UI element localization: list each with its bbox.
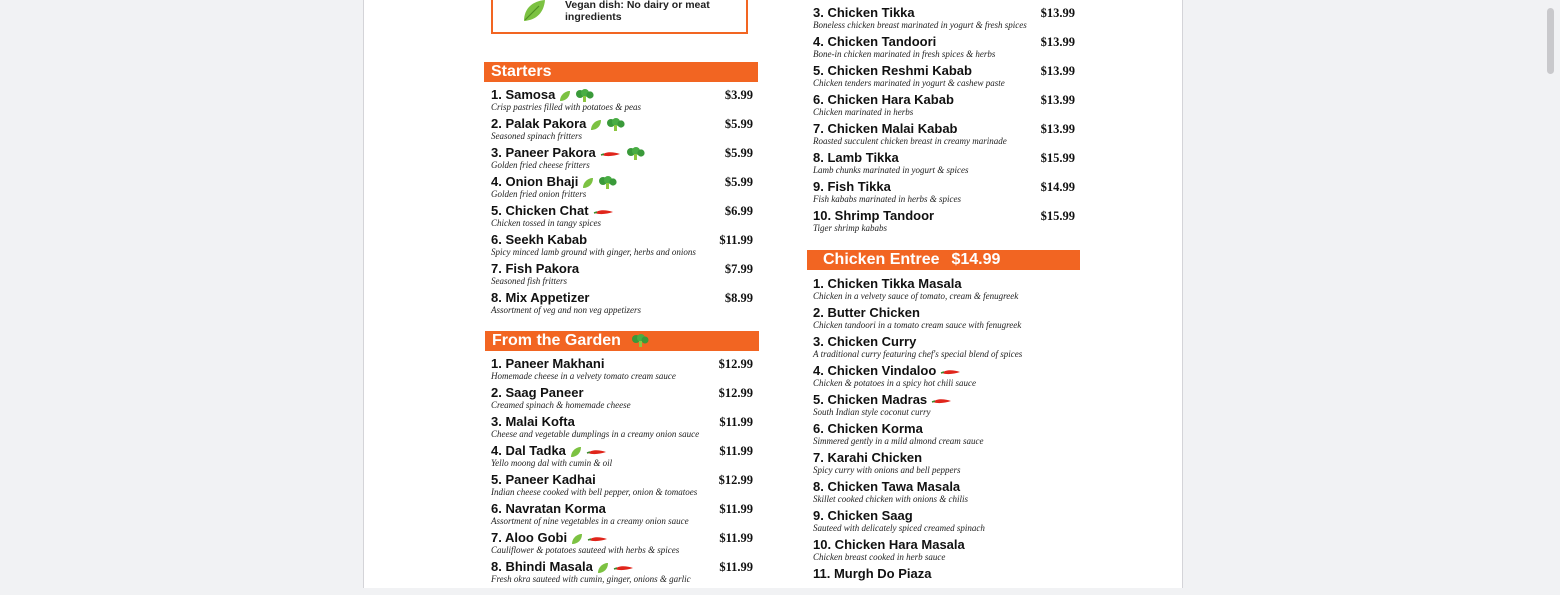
item-name-text: 11. Murgh Do Piaza xyxy=(813,566,932,581)
menu-item xyxy=(491,501,753,530)
item-name xyxy=(813,537,965,552)
item-price: $5.99 xyxy=(724,117,753,131)
chili-icon xyxy=(586,448,608,456)
item-name-text: 1. Paneer Makhani xyxy=(491,356,605,371)
item-name-text: 7. Aloo Gobi xyxy=(491,530,568,545)
item-name-text: 7. Karahi Chicken xyxy=(813,450,923,465)
item-description: Cauliflower & potatoes sauteed with herbs & spices xyxy=(491,545,680,555)
chili-icon xyxy=(600,150,622,158)
item-description: Seasoned fish fritters xyxy=(491,276,567,286)
item-description: Lamb chunks marinated in yogurt & spices xyxy=(813,165,969,175)
item-description: Creamed spinach & homemade cheese xyxy=(491,400,631,410)
item-description: Chicken & potatoes in a spicy hot chili sauce xyxy=(813,378,976,388)
menu-item xyxy=(491,530,753,559)
menu-item xyxy=(491,414,753,443)
leaf-icon xyxy=(521,0,543,20)
item-name-text: 1. Samosa xyxy=(491,87,556,102)
item-description: Golden fried cheese fritters xyxy=(491,160,590,170)
item-name xyxy=(813,34,936,49)
chicken-entree-list xyxy=(813,276,1075,595)
item-name xyxy=(491,174,618,189)
menu-item xyxy=(813,179,1075,208)
item-description: Cheese and vegetable dumplings in a creamy onion sauce xyxy=(491,429,700,439)
item-price: $11.99 xyxy=(719,502,753,516)
item-price: $12.99 xyxy=(718,357,753,371)
broccoli-icon xyxy=(598,176,618,189)
item-name-text: 4. Dal Tadka xyxy=(491,443,566,458)
leaf-icon xyxy=(597,562,609,574)
item-description: Simmered gently in a mild almond cream sauce xyxy=(813,436,984,446)
menu-item xyxy=(491,290,753,319)
item-name-text: 4. Chicken Vindaloo xyxy=(813,363,937,378)
item-name xyxy=(813,179,891,194)
item-name-text: 2. Palak Pakora xyxy=(491,116,587,131)
item-price: $3.99 xyxy=(724,88,753,102)
item-price: $11.99 xyxy=(719,560,753,574)
item-name-text: 6. Seekh Kabab xyxy=(491,232,588,247)
item-description: Chicken tenders marinated in yogurt & cashew paste xyxy=(813,78,1005,88)
garden-list xyxy=(491,356,753,588)
leaf-icon xyxy=(571,533,583,545)
item-price: $11.99 xyxy=(719,531,753,545)
item-name xyxy=(813,121,958,136)
item-price: $8.99 xyxy=(724,291,753,305)
item-price: $15.99 xyxy=(1040,151,1075,165)
menu-item xyxy=(813,208,1075,237)
menu-item xyxy=(491,472,753,501)
item-price: $14.99 xyxy=(1040,180,1075,194)
item-description: Fresh okra sauteed with cumin, ginger, onions & garlic xyxy=(491,574,691,584)
item-description: A traditional curry featuring chef's special blend of spices xyxy=(813,349,1023,359)
item-name-text: 4. Chicken Tandoori xyxy=(813,34,937,49)
menu-item xyxy=(491,145,753,174)
item-description: Crisp pastries filled with potatoes & peas xyxy=(491,102,642,112)
item-name xyxy=(491,356,604,371)
item-description: Golden fried onion fritters xyxy=(491,189,587,199)
item-price: $13.99 xyxy=(1040,122,1075,136)
item-name-text: 5. Chicken Reshmi Kabab xyxy=(813,63,972,78)
item-price: $11.99 xyxy=(719,444,753,458)
item-price: $13.99 xyxy=(1040,93,1075,107)
vegan-legend-box xyxy=(491,0,748,34)
item-price: $12.99 xyxy=(718,386,753,400)
item-description: Chicken tossed in tangy spices xyxy=(491,218,601,228)
item-name-text: 3. Chicken Curry xyxy=(813,334,917,349)
item-description: Bone-in chicken marinated in fresh spices & herbs xyxy=(813,49,996,59)
chili-icon xyxy=(587,535,609,543)
item-name xyxy=(813,421,923,436)
item-name xyxy=(491,232,587,247)
tandoor-list xyxy=(813,5,1075,237)
chili-icon xyxy=(593,208,615,216)
menu-item xyxy=(813,34,1075,63)
item-description: Boneless chicken breast marinated in yogurt & fresh spices xyxy=(813,20,1027,30)
item-name-text: 8. Lamb Tikka xyxy=(813,150,899,165)
item-name-text: 6. Navratan Korma xyxy=(491,501,606,516)
item-name-text: 6. Chicken Hara Kabab xyxy=(813,92,954,107)
item-price: $13.99 xyxy=(1040,6,1075,20)
menu-item xyxy=(491,385,753,414)
item-name xyxy=(491,87,595,102)
menu-item xyxy=(813,479,1075,508)
item-description: Spicy curry with onions and bell peppers xyxy=(813,465,961,475)
chili-icon xyxy=(613,564,635,572)
menu-item xyxy=(491,116,753,145)
chili-icon xyxy=(940,368,962,376)
menu-item xyxy=(813,537,1075,566)
vegan-legend-text: Vegan dish: No dairy or meat ingredients xyxy=(565,0,710,23)
item-name xyxy=(491,261,579,276)
item-price: $6.99 xyxy=(724,204,753,218)
menu-item xyxy=(813,392,1075,421)
item-name-text: 7. Chicken Malai Kabab xyxy=(813,121,958,136)
item-name-text: 8. Chicken Tawa Masala xyxy=(813,479,961,494)
item-price: $11.99 xyxy=(719,233,753,247)
item-description: Chicken marinated in herbs xyxy=(813,107,914,117)
menu-item xyxy=(813,363,1075,392)
item-description: Seasoned spinach fritters xyxy=(491,131,582,141)
item-name xyxy=(813,566,931,581)
item-name xyxy=(813,63,972,78)
menu-item xyxy=(813,566,1075,595)
item-name-text: 4. Onion Bhaji xyxy=(491,174,579,189)
starters-list xyxy=(491,87,753,319)
item-price: $13.99 xyxy=(1040,64,1075,78)
item-name xyxy=(813,508,913,523)
leaf-icon xyxy=(570,446,582,458)
item-name xyxy=(813,392,953,407)
menu-item xyxy=(813,276,1075,305)
item-price: $5.99 xyxy=(724,175,753,189)
item-name xyxy=(491,530,609,545)
chili-icon xyxy=(931,397,953,405)
item-description: Tiger shrimp kababs xyxy=(813,223,888,233)
starters-heading xyxy=(484,62,758,82)
item-description: Fish kababs marinated in herbs & spices xyxy=(813,194,961,204)
item-description: Yello moong dal with cumin & oil xyxy=(491,458,613,468)
item-name xyxy=(491,203,615,218)
menu-item xyxy=(813,305,1075,334)
item-name-text: 9. Fish Tikka xyxy=(813,179,891,194)
item-name xyxy=(813,150,899,165)
item-description: Indian cheese cooked with bell pepper, onion & tomatoes xyxy=(491,487,698,497)
item-name xyxy=(491,145,646,160)
menu-item xyxy=(491,203,753,232)
item-name xyxy=(491,472,596,487)
item-name-text: 2. Butter Chicken xyxy=(813,305,920,320)
broccoli-icon xyxy=(606,118,626,131)
item-name xyxy=(491,443,608,458)
item-name xyxy=(491,414,575,429)
item-price: $13.99 xyxy=(1040,35,1075,49)
menu-item xyxy=(813,508,1075,537)
item-name xyxy=(813,363,962,378)
item-description: Assortment of nine vegetables in a creamy onion sauce xyxy=(491,516,689,526)
item-name xyxy=(491,559,635,574)
chicken-entree-price: $14.99 xyxy=(951,251,1001,268)
item-price: $7.99 xyxy=(724,262,753,276)
item-name-text: 5. Paneer Kadhai xyxy=(491,472,596,487)
item-description: Skillet cooked chicken with onions & chilis xyxy=(813,494,968,504)
menu-item xyxy=(491,87,753,116)
item-name-text: 9. Chicken Saag xyxy=(813,508,913,523)
item-name-text: 10. Shrimp Tandoor xyxy=(813,208,935,223)
menu-item xyxy=(813,150,1075,179)
broccoli-icon xyxy=(626,147,646,160)
menu-item xyxy=(813,334,1075,363)
broccoli-icon xyxy=(575,89,595,102)
item-description: Sauteed with delicately spiced creamed spinach xyxy=(813,523,985,533)
menu-item xyxy=(491,356,753,385)
starters-title: Starters xyxy=(491,63,552,80)
menu-item xyxy=(813,450,1075,479)
item-name-text: 10. Chicken Hara Masala xyxy=(813,537,965,552)
garden-heading xyxy=(485,331,759,351)
item-name xyxy=(813,305,920,320)
item-description: Assortment of veg and non veg appetizers xyxy=(491,305,641,315)
menu-item xyxy=(491,559,753,588)
item-name-text: 1. Chicken Tikka Masala xyxy=(813,276,962,291)
item-name xyxy=(813,450,922,465)
leaf-icon xyxy=(582,177,594,189)
menu-item xyxy=(813,92,1075,121)
item-name xyxy=(813,334,916,349)
item-description: Chicken breast cooked in herb sauce xyxy=(813,552,946,562)
scrollbar-thumb[interactable] xyxy=(1547,8,1554,74)
item-name-text: 7. Fish Pakora xyxy=(491,261,580,276)
menu-item xyxy=(491,174,753,203)
item-name-text: 5. Chicken Madras xyxy=(813,392,928,407)
item-name-text: 8. Mix Appetizer xyxy=(491,290,590,305)
item-name-text: 2. Saag Paneer xyxy=(491,385,584,400)
item-name xyxy=(813,208,934,223)
item-name xyxy=(813,92,954,107)
item-name xyxy=(491,116,626,131)
item-description: Homemade cheese in a velvety tomato cream sauce xyxy=(491,371,676,381)
item-name-text: 3. Malai Kofta xyxy=(491,414,575,429)
item-price: $15.99 xyxy=(1040,209,1075,223)
item-name xyxy=(813,276,962,291)
item-name-text: 8. Bhindi Masala xyxy=(491,559,593,574)
menu-item xyxy=(813,121,1075,150)
item-description: Spicy minced lamb ground with ginger, herbs and onions xyxy=(491,247,696,257)
menu-item xyxy=(813,5,1075,34)
item-name xyxy=(813,479,960,494)
item-name-text: 5. Chicken Chat xyxy=(491,203,589,218)
scrollbar[interactable] xyxy=(1544,0,1558,582)
item-description: Chicken in a velvety sauce of tomato, cream & fenugreek xyxy=(813,291,1019,301)
menu-item xyxy=(813,63,1075,92)
menu-item xyxy=(491,261,753,290)
item-name-text: 3. Paneer Pakora xyxy=(491,145,596,160)
item-price: $12.99 xyxy=(718,473,753,487)
item-price: $11.99 xyxy=(719,415,753,429)
item-name xyxy=(491,385,584,400)
broccoli-icon xyxy=(631,334,649,347)
item-name xyxy=(491,290,589,305)
menu-item xyxy=(491,232,753,261)
garden-title: From the Garden xyxy=(492,332,621,349)
item-price: $5.99 xyxy=(724,146,753,160)
item-name-text: 3. Chicken Tikka xyxy=(813,5,915,20)
item-description: South Indian style coconut curry xyxy=(813,407,931,417)
chicken-entree-title: Chicken Entree xyxy=(823,251,940,268)
item-description: Chicken tandoori in a tomato cream sauce with fenugreek xyxy=(813,320,1022,330)
item-name-text: 6. Chicken Korma xyxy=(813,421,923,436)
leaf-icon xyxy=(590,119,602,131)
menu-item xyxy=(491,443,753,472)
leaf-icon xyxy=(559,90,571,102)
item-name xyxy=(491,501,606,516)
chicken-entree-heading xyxy=(807,250,1080,270)
menu-item xyxy=(813,421,1075,450)
item-description: Roasted succulent chicken breast in creamy marinade xyxy=(813,136,1007,146)
item-name xyxy=(813,5,915,20)
